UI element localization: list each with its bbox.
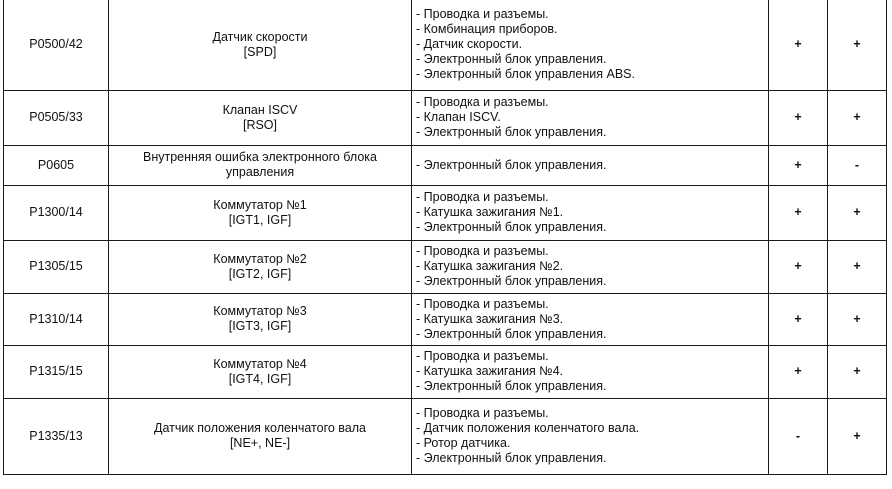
- check-item: - Электронный блок управления.: [416, 157, 607, 172]
- check-items: [412, 185, 769, 240]
- dtc-code: P1335/13: [4, 398, 109, 474]
- dtc-name-line: Внутренняя ошибка электронного блока: [143, 150, 377, 164]
- dtc-name-line: Коммутатор №4: [213, 356, 307, 371]
- table-row: [4, 240, 887, 293]
- dtc-description: [109, 145, 412, 185]
- dtc-code: P1300/14: [4, 185, 109, 240]
- check-item: - Электронный блок управления ABS.: [416, 67, 635, 82]
- dtc-name-line: [IGT4, IGF]: [228, 371, 292, 386]
- check-item: - Комбинация приборов.: [416, 22, 558, 37]
- mark-col-2: +: [828, 345, 887, 398]
- dtc-code: P0605: [4, 145, 109, 185]
- check-item: - Ротор датчика.: [416, 436, 511, 450]
- mark-col-1: -: [769, 398, 828, 474]
- table-row: [4, 145, 887, 185]
- dtc-name-line: Датчик положения коленчатого вала: [153, 421, 366, 435]
- dtc-description: [109, 185, 412, 240]
- dtc-code: P1315/15: [4, 345, 109, 398]
- dtc-description: [109, 0, 412, 90]
- dtc-name-line: [IGT3, IGF]: [228, 319, 292, 333]
- mark-col-1: +: [769, 145, 828, 185]
- dtc-name-line: [RSO]: [242, 117, 278, 132]
- check-items: [412, 293, 769, 345]
- dtc-name-line: Клапан ISCV: [222, 102, 298, 117]
- dtc-name-line: Датчик скорости: [212, 29, 308, 44]
- mark-col-2: +: [828, 240, 887, 293]
- table-row: [4, 185, 887, 240]
- check-item: - Проводка и разъемы.: [416, 296, 549, 311]
- check-items: [412, 0, 769, 90]
- table-row: [4, 345, 887, 398]
- table-row: [4, 90, 887, 145]
- dtc-name-line: [IGT1, IGF]: [228, 212, 292, 227]
- check-items: [412, 145, 769, 185]
- dtc-name-line: [SPD]: [243, 44, 277, 59]
- check-item: - Проводка и разъемы.: [416, 244, 549, 258]
- check-item: - Электронный блок управления.: [416, 379, 607, 393]
- mark-col-1: +: [769, 240, 828, 293]
- check-items: [412, 398, 769, 474]
- dtc-code: P0500/42: [4, 0, 109, 90]
- check-item: - Проводка и разъемы.: [416, 190, 549, 204]
- check-item: - Проводка и разъемы.: [416, 406, 549, 420]
- mark-col-2: +: [828, 185, 887, 240]
- dtc-description: [109, 345, 412, 398]
- mark-col-1: +: [769, 185, 828, 240]
- check-item: - Электронный блок управления.: [416, 125, 607, 139]
- dtc-name-line: Коммутатор №3: [213, 304, 307, 318]
- check-item: - Электронный блок управления.: [416, 274, 607, 288]
- check-item: - Клапан ISCV.: [416, 110, 501, 124]
- dtc-name-line: [NE+, NE-]: [229, 436, 291, 450]
- dtc-description: [109, 293, 412, 345]
- check-item: - Катушка зажигания №2.: [416, 259, 564, 273]
- check-item: - Катушка зажигания №3.: [416, 311, 564, 326]
- table-row: [4, 293, 887, 345]
- mark-col-1: +: [769, 345, 828, 398]
- check-item: - Катушка зажигания №4.: [416, 364, 564, 378]
- dtc-table: [3, 0, 887, 475]
- mark-col-1: +: [769, 0, 828, 90]
- check-item: - Датчик скорости.: [416, 37, 523, 52]
- check-item: - Электронный блок управления.: [416, 220, 607, 234]
- table-row: [4, 398, 887, 474]
- mark-col-1: +: [769, 293, 828, 345]
- dtc-name-line: Коммутатор №1: [213, 197, 307, 212]
- mark-col-2: +: [828, 0, 887, 90]
- check-item: - Проводка и разъемы.: [416, 349, 549, 363]
- check-item: - Проводка и разъемы.: [416, 7, 549, 22]
- dtc-code: P1305/15: [4, 240, 109, 293]
- mark-col-2: +: [828, 293, 887, 345]
- check-item: - Датчик положения коленчатого вала.: [416, 421, 640, 435]
- dtc-table-page: [3, 0, 889, 489]
- mark-col-1: +: [769, 90, 828, 145]
- check-item: - Электронный блок управления.: [416, 451, 607, 465]
- dtc-description: [109, 240, 412, 293]
- check-items: [412, 90, 769, 145]
- check-item: - Проводка и разъемы.: [416, 95, 549, 109]
- check-item: - Электронный блок управления.: [416, 326, 607, 341]
- dtc-name-line: Коммутатор №2: [213, 251, 307, 266]
- check-items: [412, 240, 769, 293]
- mark-col-2: +: [828, 398, 887, 474]
- table-row: [4, 0, 887, 90]
- mark-col-2: +: [828, 90, 887, 145]
- dtc-description: [109, 90, 412, 145]
- dtc-name-line: [IGT2, IGF]: [228, 266, 292, 281]
- check-items: [412, 345, 769, 398]
- dtc-code: P0505/33: [4, 90, 109, 145]
- dtc-name-line: управления: [225, 165, 295, 179]
- check-item: - Катушка зажигания №1.: [416, 205, 564, 219]
- dtc-code: P1310/14: [4, 293, 109, 345]
- dtc-description: [109, 398, 412, 474]
- mark-col-2: -: [828, 145, 887, 185]
- check-item: - Электронный блок управления.: [416, 52, 607, 67]
